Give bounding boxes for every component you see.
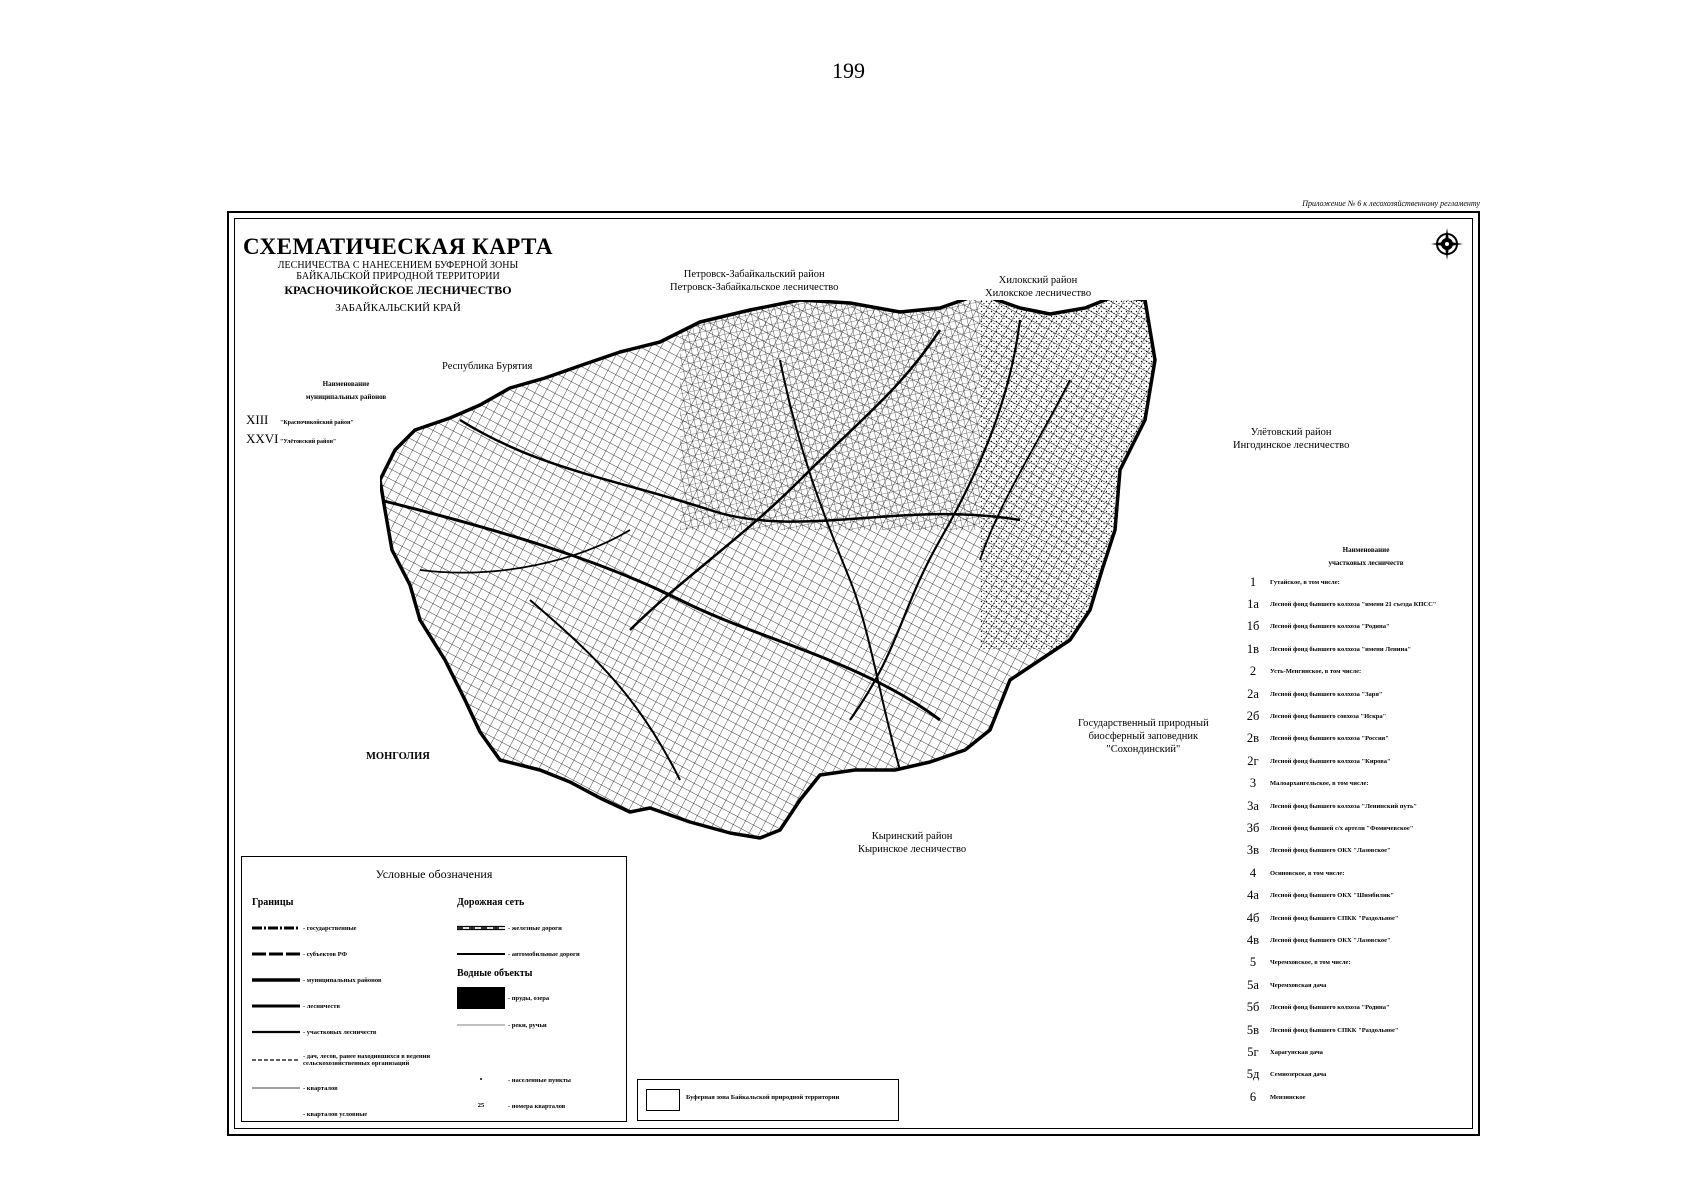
forestry-name: Харагунская дача [1270,1048,1323,1056]
legend-text: - реки, ручьи [508,1021,547,1029]
reserve-line2: биосферный заповедник [1088,731,1199,742]
forestry-legend-row [1236,817,1476,839]
forestry-code: 5д [1246,1067,1260,1082]
forestry-legend-row [1236,616,1476,638]
mongolia-label: МОНГОЛИЯ [366,751,430,762]
forestry-legend-row [1236,840,1476,862]
compass-icon [1430,227,1464,261]
legend-text: - дач, лесов, ранее находившихся в ведении сельскохозяйственных организаций [303,1053,431,1067]
roads-heading: Дорожная сеть [457,897,525,908]
map-subtitle-line1: ЛЕСНИЧЕСТВА С НАНЕСЕНИЕМ БУФЕРНОЙ ЗОНЫ [277,260,519,271]
forestry-legend-row [1236,795,1476,817]
borders-list [252,915,452,1127]
forestry-legend-row [1236,884,1476,906]
forestry-legend-row [1236,929,1476,951]
forestry-name: Лесной фонд бывшего СПКК "Раздольное" [1270,1026,1399,1034]
forestry-code: 4б [1246,910,1260,925]
forestry-name: Лесной фонд бывшего ОКХ "Лазовское" [1270,936,1391,944]
legend-item-dacha-border [252,1045,452,1075]
municipal-legend-heading1: Наименование [322,380,370,388]
kyra-forestry-label: Кыринское лесничество [858,844,967,855]
legend-text: - населенные пункты [508,1076,571,1084]
forestry-name: Лесной фонд бывшей с/х артели "Фомичевское" [1270,824,1414,832]
settlement-symbol: • [479,1075,483,1084]
legend-item-road [457,941,622,967]
forestry-legend-row [1236,952,1476,974]
legend-item-quarter-numbers [457,1093,622,1119]
forestry-legend-row [1236,661,1476,683]
forestry-name: Лесной фонд бывшего колхоза "имени 21 съезда КПСС" [1270,601,1437,609]
forestry-legend-row [1236,750,1476,772]
forestry-name: Лесной фонд бывшего колхоза "Россия" [1270,735,1389,743]
water-list [457,984,622,1038]
forestry-code: 5г [1247,1044,1259,1059]
district-forestry-border-symbol [252,1028,300,1036]
forestry-code: 2в [1246,731,1260,746]
forestry-legend-row [1236,593,1476,615]
forestry-code: 3 [1249,776,1257,791]
label-uletov [1233,426,1349,452]
forestry-name: Усть-Менгинское, в том числе: [1270,668,1362,676]
forestry-name: Черемховское, в том числе: [1270,959,1351,967]
forestry-name: Лесной фонд бывшего колхоза "Заря" [1270,690,1383,698]
forestry-code: 4 [1249,865,1257,880]
forestry-code: 5 [1249,955,1257,970]
forestry-code: 2 [1249,664,1257,679]
reserve-line1: Государственный природный [1078,718,1209,729]
territory-map [380,300,1240,860]
forestry-code: 1б [1246,619,1260,634]
reserve-line3: "Сохондинский" [1106,744,1181,755]
forestry-legend-row [1236,571,1476,593]
district-forestry-legend [1236,544,1476,1108]
quarter-border-symbol [252,1084,300,1092]
lake-symbol [457,987,505,1009]
conditional-quarter-symbol [252,1110,300,1118]
municipal-name: "Улётовский район" [280,439,337,445]
legend-text: - лесничеств [303,1002,340,1010]
forestry-code: 5а [1247,977,1259,992]
legend-item-lakes [457,984,622,1012]
quarter-number-symbol: 25 [477,1102,485,1109]
forestry-legend-row [1236,862,1476,884]
label-petrovsk [670,268,838,294]
legend-text: - кварталов [303,1084,338,1092]
forestry-name: Лесной фонд бывшего ОКХ "Лазовское" [1270,847,1391,855]
forestry-name: Мензинское [1270,1093,1306,1101]
forestry-legend-row [1236,996,1476,1018]
forestry-name: Гутайское, в том числе: [1270,578,1340,586]
forestry-legend-row [1236,1064,1476,1086]
region-name: ЗАБАЙКАЛЬСКИЙ КРАЙ [335,302,461,314]
water-heading: Водные объекты [457,968,533,979]
forestry-legend-row [1236,1041,1476,1063]
label-khilok [985,274,1091,300]
khilok-district-label: Хилокский район [998,275,1078,286]
legend-item-conditional-quarter-border [252,1101,452,1127]
forestry-code: 5в [1246,1022,1260,1037]
municipal-legend-heading2: муниципальных районов [305,393,387,401]
petrovsk-district-label: Петровск-Забайкальский район [683,269,825,280]
road-symbol [457,950,505,958]
kyra-district-label: Кыринский район [871,831,953,842]
river-symbol [457,1021,505,1029]
forestry-name: Лесной фонд бывшего ОКХ "Шимбилик" [1270,892,1395,900]
forestry-code: 6 [1249,1089,1257,1104]
forestry-name: Осиновское, в том числе: [1270,869,1345,877]
forestry-legend-row [1236,974,1476,996]
forestry-code: 5б [1246,1000,1260,1015]
legend-text: - железные дороги [508,924,562,932]
legend-text: - субъектов РФ [303,950,348,958]
forestry-name: Лесной фонд бывшего колхоза "Кирова" [1270,757,1391,765]
forestry-code: 1а [1247,597,1259,612]
municipal-code: XXVI [246,431,279,446]
page-number: 199 [832,58,865,83]
forestry-code: 3б [1246,820,1260,835]
map-title: СХЕМАТИЧЕСКАЯ КАРТА [243,234,553,259]
forestry-code: 1 [1249,574,1257,589]
forestry-legend-row [1236,728,1476,750]
forestry-legend-row [1236,638,1476,660]
legend-item-quarter-border [252,1075,452,1101]
forestry-code: 1в [1246,641,1260,656]
ingoda-forestry-label: Ингодинское лесничество [1233,440,1350,451]
forestry-legend-row [1236,1019,1476,1041]
legend-text: - участковых лесничеств [303,1028,377,1036]
railway-symbol [457,924,505,932]
borders-heading: Границы [252,897,294,908]
map-legend [241,856,627,1122]
legend-text: - муниципальных районов [303,976,382,984]
roads-list [457,915,622,967]
forestry-name: Лесной фонд бывшего колхоза "Родина" [1270,623,1390,631]
forestry-legend-row [1236,1086,1476,1108]
forestry-legend-heading2: участковых лесничеств [1328,559,1404,567]
forestry-legend-heading1: Наименование [1342,546,1390,554]
forestry-name: Лесной фонд бывшего СПКК "Раздольное" [1270,914,1399,922]
legend-text: - номера кварталов [508,1102,566,1110]
forestry-name: Лесной фонд бывшего совхоза "Искра" [1270,713,1387,721]
forestry-name: Семиозерская дача [1270,1071,1327,1079]
buffer-zone-legend [637,1079,899,1121]
legend-item-forestry-border [252,993,452,1019]
khilok-forestry-label: Хилокское лесничество [985,288,1092,299]
legend-text: - автомобильные дороги [508,950,580,958]
legend-title: Условные обозначения [375,867,493,881]
petrovsk-forestry-label: Петровск-Забайкальское лесничество [670,282,839,293]
municipal-code: XIII [246,412,269,427]
forestry-name: Лесной фонд бывшего колхоза "имени Ленина" [1270,645,1412,653]
dacha-border-symbol [252,1056,300,1064]
forestry-code: 2а [1247,686,1259,701]
forestry-code: 4а [1247,888,1259,903]
legend-text: - кварталов условные [303,1110,368,1118]
buryatia-label: Республика Бурятия [442,361,533,372]
forestry-legend-row [1236,907,1476,929]
buffer-zone-symbol [646,1089,680,1111]
forestry-name: КРАСНОЧИКОЙСКОЕ ЛЕСНИЧЕСТВО [284,283,512,297]
municipal-name: "Красночикойский район" [280,420,354,426]
forestry-name: Лесной фонд бывшего колхоза "Ленинский путь" [1270,802,1418,810]
forestry-name: Лесной фонд бывшего колхоза "Родина" [1270,1004,1390,1012]
legend-item-settlements [457,1067,622,1093]
legend-item-rivers [457,1012,622,1038]
map-subtitle-line2: БАЙКАЛЬСКОЙ ПРИРОДНОЙ ТЕРРИТОРИИ [296,271,500,282]
forestry-legend-row [1236,683,1476,705]
forestry-border-symbol [252,1002,300,1010]
points-list [457,1067,622,1119]
legend-item-district-forestry-border [252,1019,452,1045]
appendix-note: Приложение № 6 к лесохозяйственному регламенту [1302,199,1480,208]
forestry-legend-rows [1236,571,1476,1108]
municipal-border-symbol [252,976,300,984]
forestry-code: 2г [1247,753,1259,768]
subject-border-symbol [252,950,300,958]
forestry-code: 3а [1247,798,1259,813]
legend-text: - государственные [303,924,357,932]
forestry-code: 3в [1246,843,1260,858]
legend-item-subject-border [252,941,452,967]
forestry-legend-row [1236,773,1476,795]
forestry-name: Черемховская дача [1270,981,1327,989]
uletov-district-label: Улётовский район [1250,427,1332,438]
legend-item-state-border [252,915,452,941]
legend-text: - пруды, озера [508,994,550,1002]
legend-item-railway [457,915,622,941]
buffer-zone-label: Буферная зона Байкальской природной территории [686,1094,840,1101]
forestry-code: 2б [1246,709,1260,724]
forestry-legend-row [1236,705,1476,727]
legend-item-municipal-border [252,967,452,993]
forestry-code: 4в [1246,932,1260,947]
forestry-name: Малоархангельское, в том числе: [1270,780,1369,788]
state-border-symbol [252,924,300,932]
